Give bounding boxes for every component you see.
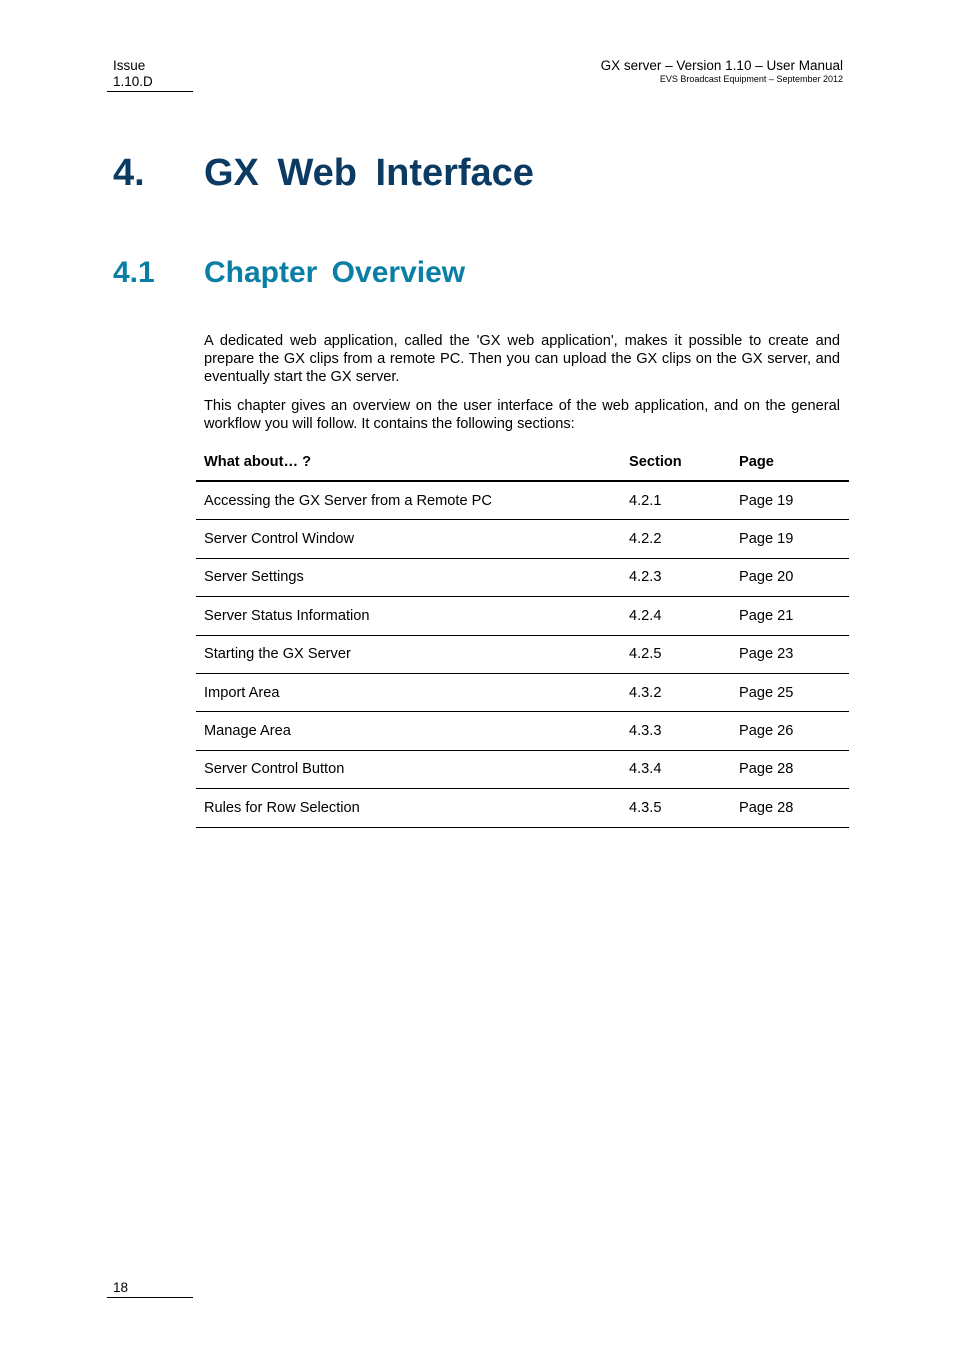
- table-row: [196, 597, 849, 635]
- row-page: Page 25: [739, 684, 794, 701]
- row-what: Server Control Window: [204, 531, 355, 548]
- header-page: Page: [739, 453, 774, 470]
- row-section: 4.3.2: [629, 684, 662, 701]
- table-row: [196, 520, 849, 558]
- table-row: [196, 712, 849, 750]
- header-document-info: [601, 58, 843, 84]
- overview-paragraph: This chapter gives an overview on the user interface of the web application, and on the general workflow you will follow. It contains the following sections:: [204, 398, 840, 432]
- row-what: Manage Area: [204, 723, 291, 740]
- table-row: [196, 674, 849, 712]
- table-row: [196, 559, 849, 597]
- row-page: Page 23: [739, 646, 794, 663]
- table-row: [196, 482, 849, 520]
- table-header: [196, 443, 849, 482]
- table-row: [196, 636, 849, 674]
- table-row: [196, 789, 849, 827]
- intro-paragraph: A dedicated web application, called the 'GX web application', makes it possible to create and prepare the GX clips from a remote PC. Then you can upload the GX clips on the GX server, and eventually start the GX server.: [204, 333, 840, 385]
- row-section: 4.3.4: [629, 761, 662, 778]
- section-number: 4.1: [113, 256, 155, 289]
- chapter-heading: [113, 152, 534, 195]
- issue-label: Issue: [113, 58, 146, 73]
- header-what: What about… ?: [204, 453, 312, 470]
- page-number: 18: [113, 1280, 129, 1295]
- row-section: 4.2.2: [629, 531, 662, 548]
- row-page: Page 28: [739, 799, 794, 816]
- document-subtitle: EVS Broadcast Equipment – September 2012: [659, 74, 843, 84]
- row-section: 4.2.5: [629, 646, 662, 663]
- issue-value: 1.10.D: [113, 74, 153, 89]
- footer-divider: [107, 1297, 193, 1298]
- row-what: Server Settings: [204, 569, 304, 586]
- sections-table: [196, 443, 849, 828]
- document-title: GX server – Version 1.10 – User Manual: [600, 58, 843, 73]
- header-issue: [113, 58, 153, 90]
- row-what: Import Area: [204, 684, 280, 701]
- row-page: Page 26: [739, 723, 794, 740]
- section-title: Chapter Overview: [204, 256, 466, 289]
- row-what: Server Status Information: [204, 607, 370, 624]
- row-section: 4.3.5: [629, 799, 662, 816]
- table-row: [196, 751, 849, 789]
- row-what: Starting the GX Server: [204, 646, 351, 663]
- chapter-number: 4.: [113, 152, 145, 194]
- row-page: Page 21: [739, 607, 794, 624]
- header-section: Section: [629, 453, 682, 470]
- chapter-title: GX Web Interface: [204, 152, 534, 194]
- section-heading: [113, 256, 465, 290]
- row-page: Page 19: [739, 531, 794, 548]
- row-what: Accessing the GX Server from a Remote PC: [204, 492, 492, 509]
- row-section: 4.2.1: [629, 492, 662, 509]
- row-section: 4.2.3: [629, 569, 662, 586]
- row-page: Page 28: [739, 761, 794, 778]
- row-what: Rules for Row Selection: [204, 799, 360, 816]
- header-divider: [107, 91, 193, 92]
- row-page: Page 20: [739, 569, 794, 586]
- row-what: Server Control Button: [204, 761, 345, 778]
- row-section: 4.3.3: [629, 723, 662, 740]
- row-section: 4.2.4: [629, 607, 662, 624]
- row-page: Page 19: [739, 492, 794, 509]
